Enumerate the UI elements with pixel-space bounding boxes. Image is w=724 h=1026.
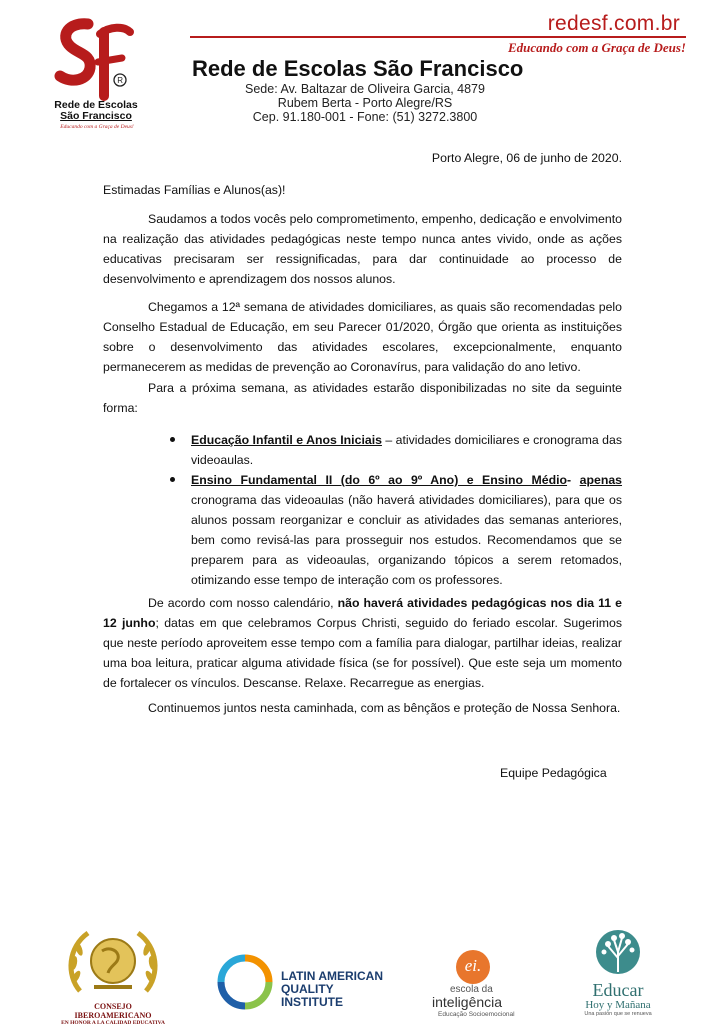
list-item [165, 470, 622, 590]
educar-line1: Educar [592, 980, 644, 1000]
svg-text:R: R [117, 76, 124, 85]
logo-tagline: Educando com a Graça de Deus! [60, 124, 134, 130]
logo-name-line1: Rede de Escolas [54, 99, 138, 111]
educar-line3: Una pasión que se renueva [584, 1011, 652, 1017]
slogan: Educando com a Graça de Deus! [507, 40, 686, 55]
list-item-dash: - [567, 473, 580, 487]
latin-line1: LATIN AMERICAN [281, 969, 383, 983]
conselho-name: CONSEJO IBEROAMERICANO [74, 1002, 152, 1020]
paragraph-4 [103, 593, 622, 693]
address-line: Rubem Berta - Porto Alegre/RS [277, 96, 453, 110]
latin-line2: QUALITY INSTITUTE [281, 982, 343, 1009]
escola-da-inteligencia-logo [430, 950, 540, 1020]
org-name: Rede de Escolas São Francisco [192, 56, 524, 81]
educar-hoy-y-manana-logo [578, 928, 658, 1020]
latin-name [281, 970, 385, 1009]
address-line: Sede: Av. Baltazar de Oliveira Garcia, 4879 [245, 82, 485, 96]
paragraph-1: Saudamos a todos vocês pelo comprometimento, empenho, dedicação e envolvimento na realização das atividades pedagógicas neste tempo nunca antes vivido, onde as ações educativas precisaram ser ressignificadas, para dar continuidade ao processo de desenvolvimento e aprendizagem dos nossos alunos. [103, 212, 622, 286]
letter-date: Porto Alegre, 06 de junho de 2020. [431, 151, 622, 165]
list-item-title: Educação Infantil e Anos Iniciais [191, 433, 382, 447]
list-item-text: – atividades domiciliares e cronograma das videoaulas. [191, 433, 622, 467]
header-divider [190, 36, 686, 38]
paragraph-4-highlight: não haverá atividades pedagógicas nos dia 11 e 12 junho [103, 596, 622, 630]
quality-ring-icon [215, 952, 275, 1012]
bullet-icon [170, 477, 175, 482]
conselho-iberoamericano-logo [58, 925, 168, 1026]
paragraph-5: Continuemos juntos nesta caminhada, com as bênçãos e proteção de Nossa Senhora. [148, 701, 621, 715]
paragraph-2: Chegamos a 12ª semana de atividades domiciliares, as quais são recomendadas pelo Conselho Estadual de Educação, em seu Parecer 01/2020, Órgão que orienta as instituições sobre o desenvolvimento das atividades escolares, excepcionalmente, enquanto permanecerem as medidas de prevenção ao Coronavírus, para validação do ano letivo. [103, 300, 622, 374]
paragraph-3: Para a próxima semana, as atividades estarão disponibilizadas no site da seguinte forma: [103, 381, 622, 415]
educar-line2: Hoy y Mañana [585, 999, 651, 1011]
escola-line2: inteligência [432, 994, 503, 1010]
paragraph-4-start: De acordo com nosso calendário, [148, 596, 338, 610]
sf-monogram-icon [48, 14, 138, 104]
conselho-subtitle: EN HONOR A LA CALIDAD EDUCATIVA [61, 1020, 165, 1026]
list-item-emphasis: apenas [579, 473, 623, 487]
list-item-title: Ensino Fundamental II (do 6º ao 9º Ano) e Ensino Médio [191, 473, 568, 487]
tree-icon [578, 928, 658, 976]
school-logo [48, 14, 138, 134]
laurel-globe-icon [58, 925, 168, 997]
logo-name-line2: São Francisco [60, 110, 132, 122]
list-item [165, 430, 622, 470]
logo-name [54, 100, 138, 122]
list-item-text: cronograma das videoaulas (não haverá atividades domiciliares), para que os alunos possam reorganizar e concluir as atividades das semanas anteriores, bem como revisá-las para prosseguir nos estudos. Recomendamos que se preparem para as videoaulas, organizando tópicos a serem retomados, otimizando esse tempo de interação com os professores. [191, 493, 622, 587]
signature: Equipe Pedagógica [500, 766, 607, 780]
ei-badge-icon: ei. [456, 950, 490, 984]
escola-line3: Educação Socioemocional [438, 1011, 515, 1018]
escola-line1: escola da [450, 984, 493, 995]
address-line: Cep. 91.180-001 - Fone: (51) 3272.3800 [252, 110, 478, 124]
latin-american-quality-logo [215, 952, 385, 1012]
bullet-icon [170, 437, 175, 442]
schedule-list [165, 430, 622, 590]
paragraph-4-end: ; datas em que celebramos Corpus Christi, seguido do feriado escolar. Sugerimos que neste período aproveitem esse tempo com a família para dialogar, partilhar ideias, realizar uma boa leitura, praticar alguma atividade física (se for possível). Que este seja um momento de fortalecer os vínculos. Descanse. Relaxe. Recarregue as energias. [103, 616, 622, 690]
site-url[interactable]: redesf.com.br [547, 12, 680, 35]
letter-greeting: Estimadas Famílias e Alunos(as)! [103, 183, 286, 197]
org-address [240, 82, 490, 124]
